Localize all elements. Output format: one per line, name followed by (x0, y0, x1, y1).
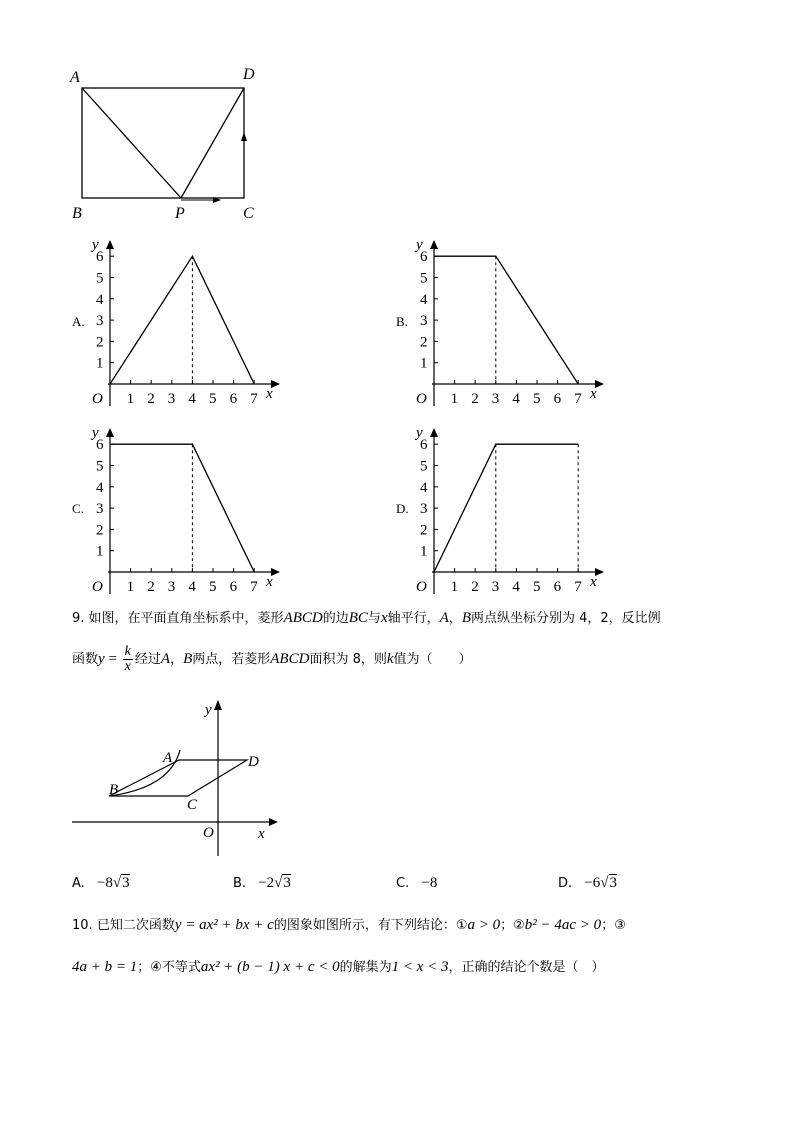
vertex-label-d: D (243, 66, 255, 83)
graph-line (110, 256, 254, 384)
x-tick-label: 7 (574, 391, 582, 407)
y-tick-label: 3 (420, 313, 428, 330)
rhombus-coordinate-figure (66, 696, 286, 860)
y-axis-arrow (106, 240, 114, 249)
question-10-line-2: 4a + b = 1；④不等式ax² + (b − 1) x + c < 0的解集为1 < x < 3，正确的结论个数是（ ） (72, 959, 605, 975)
x-tick-label: 5 (209, 579, 217, 595)
y-tick-label: 2 (420, 522, 428, 539)
graph-option-c (86, 420, 286, 598)
vertex-label-p: P (175, 205, 185, 222)
y-tick-label: 6 (420, 437, 428, 454)
x-tick-label: 5 (533, 579, 541, 595)
x-tick-label: 1 (126, 391, 135, 407)
y-axis-arrow (430, 428, 438, 437)
graph-option-b (410, 232, 610, 410)
x-tick-label: 3 (491, 579, 500, 595)
y-tick-label: 2 (420, 334, 428, 351)
q9-choice-a[interactable]: A. −8√3 (72, 875, 130, 891)
y-tick-label: 5 (420, 458, 428, 475)
x-tick-label: 4 (188, 579, 196, 595)
y-variable-label: y (416, 237, 423, 253)
rectangle-abcd-figure (60, 60, 280, 230)
y-tick-label: 3 (96, 313, 104, 330)
y-tick-label: 1 (96, 543, 104, 560)
rhombus-x-axis-label: x (258, 826, 265, 842)
q9-choice-d[interactable]: D. −6√3 (558, 875, 617, 891)
rhombus-origin-label: O (203, 825, 214, 841)
question-9-line-2: 函数y = $\frac{k}{x}$ 经过A，B两点，若菱形ABCD面积为 8，则k值为（ ） (72, 644, 472, 674)
graph-line (434, 256, 578, 384)
question-9-number: 9. (72, 611, 85, 626)
y-tick-label: 4 (420, 479, 428, 496)
y-variable-label: y (92, 237, 99, 253)
x-tick-label: 6 (553, 579, 562, 595)
x-tick-label: 4 (512, 391, 520, 407)
y-tick-label: 5 (96, 270, 104, 287)
rhombus-label-b: B (109, 782, 119, 798)
x-tick-label: 3 (167, 579, 176, 595)
question-10-number: 10. (72, 918, 93, 933)
y-tick-label: 4 (96, 291, 104, 308)
graph-option-a (86, 232, 286, 410)
graph-option-d (410, 420, 610, 598)
x-variable-label: x (266, 574, 273, 590)
y-tick-label: 5 (96, 458, 104, 475)
x-tick-label: 2 (147, 391, 155, 407)
x-tick-label: 2 (471, 391, 479, 407)
y-tick-label: 5 (420, 270, 428, 287)
x-tick-label: 1 (126, 579, 135, 595)
y-tick-label: 6 (420, 249, 428, 266)
x-tick-label: 7 (250, 391, 258, 407)
origin-label: O (416, 391, 427, 407)
vertex-label-b: B (72, 205, 82, 222)
x-variable-label: x (266, 386, 273, 402)
option-label-b: B. (396, 314, 408, 329)
y-tick-label: 6 (96, 249, 104, 266)
y-tick-label: 2 (96, 334, 104, 351)
x-tick-label: 6 (229, 391, 238, 407)
x-tick-label: 3 (491, 391, 500, 407)
option-label-c: C. (72, 501, 84, 516)
x-tick-label: 2 (147, 579, 155, 595)
x-tick-label: 5 (209, 391, 217, 407)
option-label-a: A. (72, 314, 85, 329)
x-tick-label: 5 (533, 391, 541, 407)
rhombus-label-c: C (187, 797, 198, 813)
y-tick-label: 4 (420, 291, 428, 308)
rhombus-label-d: D (248, 754, 259, 770)
question-10-line-1: 10. 已知二次函数y = ax² + bx + c的图象如图所示，有下列结论：①a > 0；②b² − 4ac > 0；③ (72, 917, 626, 933)
x-tick-label: 3 (167, 391, 176, 407)
x-tick-label: 6 (553, 391, 562, 407)
vertex-label-c: C (243, 205, 254, 222)
x-tick-label: 7 (574, 579, 582, 595)
y-tick-label: 1 (96, 355, 104, 372)
q9-choice-b[interactable]: B. −2√3 (233, 875, 291, 891)
origin-label: O (92, 391, 103, 407)
rhombus-label-a: A (163, 750, 173, 766)
y-tick-label: 1 (420, 543, 428, 560)
y-tick-label: 2 (96, 522, 104, 539)
x-tick-label: 4 (512, 579, 520, 595)
x-tick-label: 2 (471, 579, 479, 595)
y-tick-label: 3 (96, 501, 104, 518)
graph-line (110, 444, 254, 572)
origin-label: O (416, 579, 427, 595)
rhombus-y-axis-label: y (205, 702, 212, 718)
y-tick-label: 6 (96, 437, 104, 454)
y-tick-label: 3 (420, 501, 428, 518)
y-axis-arrow (106, 428, 114, 437)
x-tick-label: 7 (250, 579, 258, 595)
origin-label: O (92, 579, 103, 595)
y-tick-label: 4 (96, 479, 104, 496)
y-tick-label: 1 (420, 355, 428, 372)
y-variable-label: y (92, 425, 99, 441)
question-9-line-1: 9. 如图，在平面直角坐标系中，菱形ABCD的边BC与x轴平行，A，B两点纵坐标分别为 4，2，反比例 (72, 610, 661, 626)
q9-choice-c[interactable]: C. −8 (396, 875, 438, 891)
x-variable-label: x (590, 574, 597, 590)
vertex-label-a: A (70, 69, 80, 86)
x-tick-label: 1 (450, 579, 459, 595)
y-variable-label: y (416, 425, 423, 441)
x-tick-label: 4 (188, 391, 196, 407)
y-axis-arrow (430, 240, 438, 249)
x-tick-label: 6 (229, 579, 238, 595)
x-tick-label: 1 (450, 391, 459, 407)
option-label-d: D. (396, 501, 409, 516)
graph-line (434, 444, 578, 572)
fraction-k-over-x: $\frac{k}{x}$ (124, 644, 131, 674)
x-variable-label: x (590, 386, 597, 402)
